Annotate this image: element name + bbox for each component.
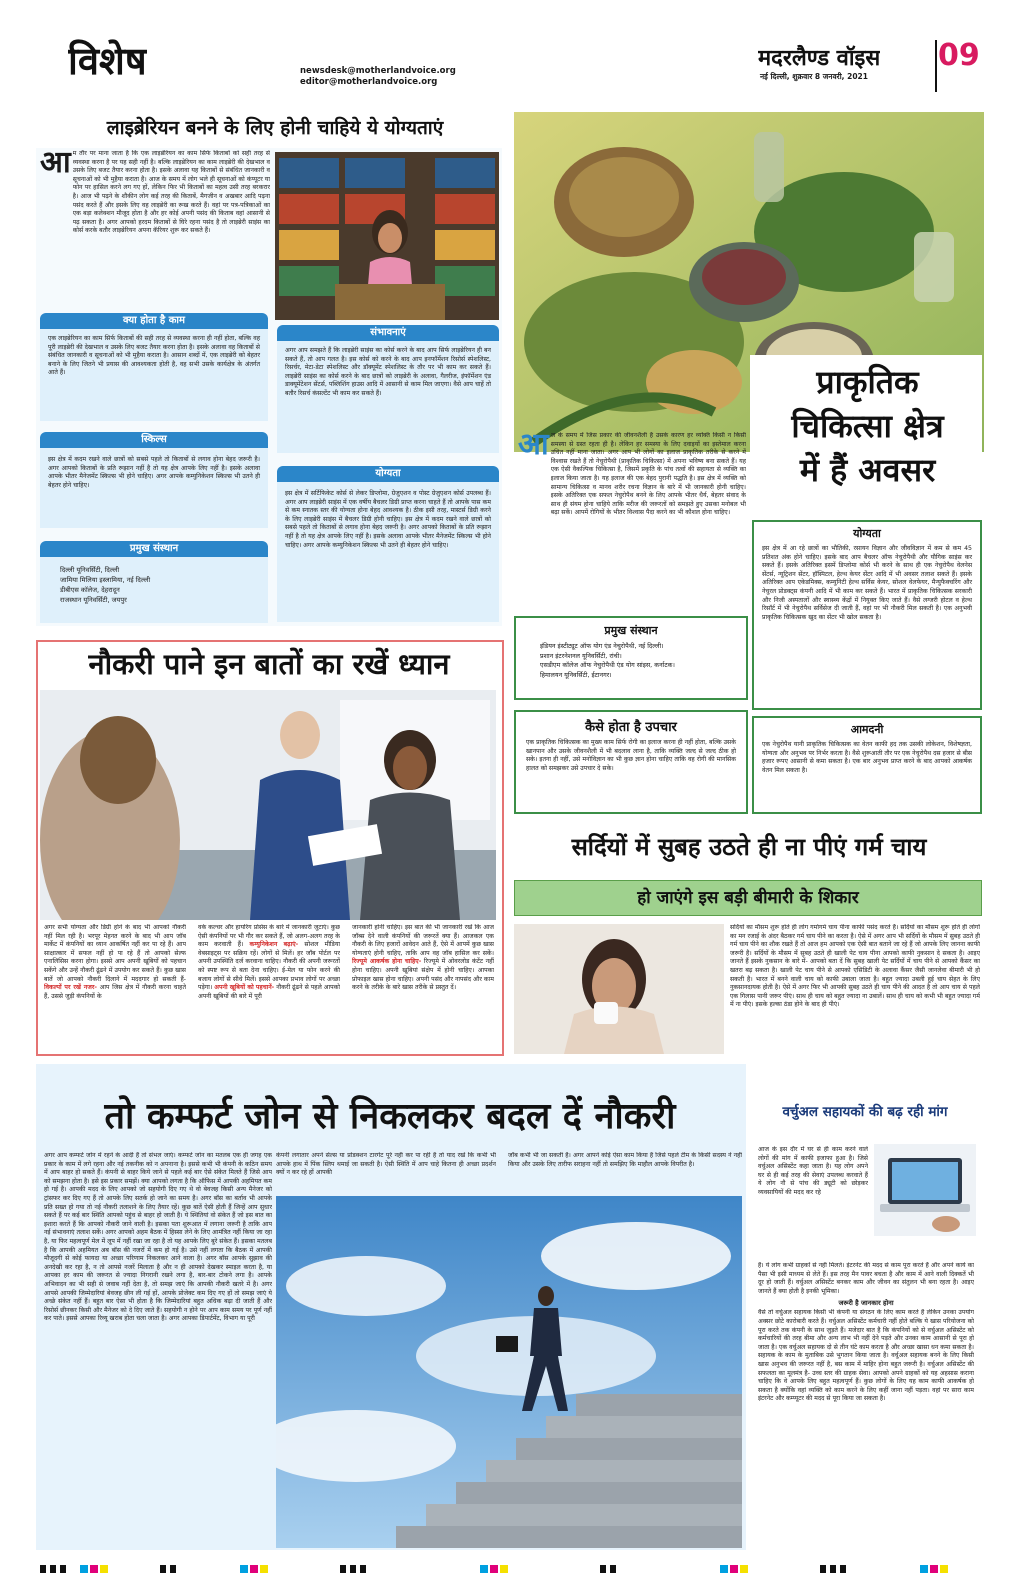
box-naturo-qualification-title: योग्यता — [853, 527, 881, 540]
librarian-intro-text: म तौर पर माना जाता है कि एक लाइब्रेरियन का काम सिर्फ किताबों को सही तरह से व्यवस्था करना है पर यह सही नहीं है। बल्कि लाइब्रेरियन का काम लाइब्रेरी की देखभाल व उसके लिए बजट तैयार करना होता है। इसके अलावा यह किताबों से संबंधित जानकारी व सूचनाओं को भी मुहैया कराता है। आज के समय में लोग भले ही सूचनाओं को कंप्यूटर या फोन पर हासिल करने लग गए हों, लेकिन फिर भी किताबों का महत्व उसी तरह बरकरार है। आज भी पढ़ने के शौकीन लोग कई तरह की किताबें, मैगजीन व अखबार आदि पढ़ना पसंद करते हैं और इसके लिए वह लाइब्रेरी का रूख करते हैं। वहां पर पत्र-पत्रिकाओं का एक बड़ा कलेक्शन मौजूद होता है और हर कोई अपनी पसंद की किताब वहां आसानी से पढ़ सकता है। अगर आपको हरदम किताबों से घिरे रहना पसंद है तो लाइब्रेरी साइंस का कोर्स करके बतौर लाइब्रेरियन अपना कॅरियर शुरू कर सकते हैं। — [72, 150, 270, 235]
job-col3-a: रिज्यूमे में ओवरलोड कंटेंट नहीं होना चाहिए। अपनी खूबियां संक्षेप में होनी चाहिए। आपका प्रोफाइल खास होना चाहिए। अपनी पसंद और नापसंद और काम करने के तरीके के बारे खास तरीके से प्रस्तुत दें। — [352, 958, 494, 992]
laptop-photo — [874, 1144, 976, 1236]
box-work-text: एक लाइब्रेरियन का काम सिर्फ किताबों की सही तरह से व्यवस्था करना ही नहीं होता, बल्कि वह पूरी लाइब्रेरी की देखभाल व उसके लिए बजट तैयार करना होता है। इसके अलावा वह किताबों से संबंधित जानकारी व सूचनाओं को भी मुहैया कराता है। आसान शब्दों में, एक लाइब्रेरी को बेहतर बनाने के लिए जितने भी प्रयास की आवश्यकता होती है, वह सभी उसके कार्यक्षेत्र के अंतर्गत आते हैं। — [48, 335, 260, 377]
box-prospects — [277, 341, 499, 453]
librarian-headline: लाइब्रेरियन बनने के लिए होनी चाहिये ये योग्यताएं — [106, 117, 444, 139]
box-naturo-qualification — [752, 520, 982, 710]
box-income-title: आमदनी — [850, 723, 884, 736]
comfort-col3: जॉब कभी भी जा सकती है। अगर आपने कोई ऐसा काम किया है जिसे पहले टीम के किसी सदस्य ने नहीं किया और उसके लिए तारीफ सराहना नहीं तो समझिए कि माहौल आपके विपरीत है। — [508, 1152, 742, 1168]
box-skills — [40, 448, 268, 528]
institute-item: हिमालयन यूनिवर्सिटी, ईटानगर। — [540, 670, 612, 679]
brand-name: मदरलैण्ड वॉइस — [758, 46, 881, 71]
box-prospects-title: संभावनाएं — [277, 325, 499, 341]
job-col2-text: वर्क कल्चर और हायरिंग प्रोसेस के बारे में जानकारी जुटाएं। कुछ ऐसी कंपनियों पर भी गौर कर सकते हैं, जो अलग-अलग तरह के काम करवाती हैं। — [198, 924, 340, 949]
job-col2-b: नौकरी ढूंढने से पहले आपको अपनी खूबियों की बारे में पूरी — [198, 984, 340, 1000]
institute-item: दिल्ली यूनिवर्सिटी, दिल्ली — [60, 566, 120, 574]
box-work-title: क्या होता है काम — [40, 313, 268, 329]
box-treatment — [514, 710, 748, 814]
institute-item: प्रशान इंटरनेशनल यूनिवर्सिटी, रांची। — [540, 651, 622, 660]
masthead-divider — [935, 40, 937, 92]
box-qualification — [277, 482, 499, 622]
tea-subhead: हो जाएंगे इस बड़ी बीमारी के शिकार — [637, 888, 859, 908]
box-income — [752, 716, 982, 814]
box-skills-title: स्किल्स — [40, 432, 268, 448]
naturopathy-intro — [518, 427, 746, 610]
library-photo — [275, 152, 499, 320]
institute-item: एसडीएम कॉलेज ऑफ नेचुरोपैथी एंड योग सांइस, कर्नाटक। — [540, 661, 675, 670]
box-qualification-text: इस क्षेत्र में सर्टिफिकेट कोर्स से लेकर डिप्लोमा, ग्रेजुएशन व पोस्ट ग्रेजुएशन कोर्स उपलब्ध हैं। अगर आप लाइब्रेरी साइंस में एक वर्षीय बैचलर डिग्री प्राप्त करना चाहते हैं तो आपके पास कम से कम स्नातक स्तर की योग्यता होना बेहद आवश्यक है। ठीक इसी तरह, मास्टर्स डिग्री करने के लिए लाइब्रेरी साइंस में बैचलर डिग्री होनी चाहिए। इस क्षेत्र में कदम रखने वाले छात्रों को सबसे पहले तो किताबों से लगाव होना बेहद जरूरी है। अगर आपको किताबों के प्रति रूझान नहीं है तो यह क्षेत्र आपके लिए नहीं है। इसके अलावा आपके भीतर मैनेजमेंट स्किल्स भी होने चाहिए। अगर आपके कम्युनिकेशन स्किल्स भी उतने ही बेहतर होने चाहिए। — [285, 490, 491, 549]
institute-item: इंडियन इंस्टीट्यूट ऑफ योग एंड नेचुरोपैथी, नई दिल्ली। — [540, 642, 664, 650]
institute-item: जामिया मिलिया इस्लामिया, नई दिल्ली — [60, 576, 151, 584]
va-top-text: आज के इस दौर में घर से ही काम करने वाले लोगों की मांग में काफी इजाफा हुआ है। जिसे वर्चुअल असिस्टेंट कहा जाता है। यह लोग अपने घर से ही कई तरह की सेवाएं उपलब्ध करवाते हैं ये लोग नौ से पांच की ड्यूटी को छोड़कर व्यवसायियों की मदद कर रहे — [758, 1146, 868, 1196]
dropcap: आ — [40, 145, 71, 180]
job-col3-text: जानकारी होनी चाहिए। इस बात की भी जानकारी रखें कि आज जॉब्स देने वाली कंपनियों की जरूरतें क्या हैं। आजकल एक नौकरी के लिए हजारों आवेदन आते हैं, ऐसे में आपमें कुछ खास योग्यताएं होनी चाहिए, ताकि आप वह जॉब हासिल कर सकें। — [352, 924, 494, 957]
dropcap: आ — [518, 427, 549, 462]
comfort-headline: तो कम्फर्ट जोन से निकलकर बदल दें नौकरी — [104, 1096, 676, 1137]
email-editor[interactable]: editor@motherlandvoice.org — [300, 77, 438, 87]
job-col2-a: सोशल मीडिया वेबसाइट्स पर सक्रिय रहें। लोगों से मिलें। हर जॉब पोर्टल पर अपनी उपस्थिति दर्ज करवाना चाहिए। नौकरी की अपनी जरूरतों को स्पष्ट रूप से बता देना चाहिए। ई-मेल या फोन करने की बजाय लोगों से सीधे मिलें। इससे आपका प्रभाव लोगों पर अच्छा पड़ेगा। — [198, 941, 340, 992]
job-body — [44, 924, 494, 1048]
naturopathy-title-line: प्राकृतिक — [816, 363, 919, 401]
tea-photo — [514, 924, 724, 1054]
naturopathy-intro-text: ज के समय में जिस प्रकार की जीवनशैली है उसके कारण हर व्यक्ति किसी न किसी समस्या से ग्रस्त रहता ही है। लेकिन हर समस्या के लिए दवाइयों का इस्तेमाल करना उचित नहीं माना जाता। अगर आप भी लोगों का इलाज प्राकृतिक तरीके से करने में विश्वास रखते हैं तो नेचुरोपैथी (प्राकृतिक चिकित्सा) में अपना भविष्य बना सकते हैं। यह एक ऐसी वैकल्पिक चिकित्सा है, जिसमें प्रकृति के पांच तत्वों की सहायता से व्यक्ति का इलाज किया जाता है। यह इलाज की एक बेहद पुरानी पद्धति है। इस क्षेत्र में व्यक्ति को सामान्य चिकित्सा व मानव शरीर रचना विज्ञान के बारे में भी जानकारी होनी चाहिए। इसके अतिरिक्त एक सफल नेचुरोपैथ बनने के लिए आपके भीतर धैर्य, बेहतर संवाद के साथ ही संयम होना चाहिये ताकि मरीज की जरूरतों को समझते हुए उसका मनोबल भी बढ़ा सकें। आपमें रोगियों के भीतर विश्वास पैदा करने का भी कौशल होना चाहिए। — [550, 432, 746, 517]
va-body-text: हैं। ये लोग कभी ग्राहकों से नहीं मिलते। इंटरनेट की मदद से काम पूरा करते हैं और अपने कार्य का पैसा भी इसी माध्यम से लेते हैं। इस तरह मैन पावर बचता है और काम में आने वाली दिक्कतें भी दूर हो जाती हैं। वर्चुअल असिस्टेंट बनकर काम और जीवन का संतुलन भी बना रहता है। आइए जानते हैं क्या होती है इनकी भूमिका। — [758, 1262, 974, 1295]
job-subhead: अपनी खूबियों को पहचानें- — [214, 984, 275, 992]
dateline: नई दिल्ली, शुक्रवार 8 जनवरी, 2021 — [760, 72, 868, 81]
naturopathy-title-line: में हैं अवसर — [799, 451, 936, 489]
va-subhead: जरूरी है जानकार होना — [838, 1299, 894, 1308]
box-naturo-institutes-title: प्रमुख संस्थान — [604, 624, 658, 637]
tea-text: सर्दियों का मौसम शुरू होते ही लोग गर्मागर्म चाय पीना काफी पसंद करते हैं। सर्दियों का मौसम शुरू होते ही लोगों का मन रजाई के अंदर बैठकर गर्म चाय पीने का करता है। ऐसे में अगर आप भी सर्दियों के मौसम में सुबह उठते ही गर्म चाय पीने का शौक रखते हैं तो आज हम आपको एक ऐसी बात बताने जा रहे हैं जो आपके लिए जानना काफी जरूरी है। सर्दियों के मौसम में सुबह उठते ही खाली पेट चाय पीना आपको काफी नुकसान दे सकता है। आइए जानते हैं इसके नुकसान के बारे में- आपको बता दें कि सुबह खाली पेट सर्दियों में चाय पीने से आपको कैंसर का खतरा बढ़ सकता है। खाली पेट चाय पीने से आपको एसिडिटी के अलावा कैंसर जैसी जानलेवा बीमारी भी हो सकती है। भारत में बनने वाली चाय को काफी उबाला जाता है। बहुत ज्यादा उबली हुई चाय सेहत के लिए नुकसानदायक होती है। ऐसे में अगर फिर भी आपकी सुबह उठते ही चाय पीने की आदत है तो आप चाय से पहले एक गिलास पानी जरूर पीएं। साथ ही चाय को बहुत ज्यादा ना उबालें। साथ ही चाय को कभी भी बहुत ज्यादा गर्म में ना पीएं। इसके हल्का ठंडा होने के बाद ही पीएं। — [730, 924, 980, 1009]
box-work — [40, 329, 268, 421]
page-number: 09 — [938, 38, 980, 73]
box-qualification-title: योग्यता — [277, 466, 499, 482]
box-naturo-institutes — [514, 616, 748, 700]
naturopathy-title — [760, 360, 975, 492]
va-body — [758, 1262, 974, 1548]
librarian-intro — [40, 145, 270, 310]
box-naturo-qualification-text: इस क्षेत्र में आ रहे छात्रों का भौतिकी, रसायन विज्ञान और जीवविज्ञान में कम से कम 45 प्रतिशत अंक होने चाहिए। इसके बाद आप बैचलर ऑफ नेचुरोपैथी और यौगिक साइंस कर सकते हैं। इसके अतिरिक्त इसमें डिप्लोमा कोर्स भी करने के साथ ही एक नेचुरोपैथ वेलनेस सेंटर्स, न्यूट्रिशन सेंटर, हॉस्पिटल, हेल्थ केयर सेंटर आदि में भी अवसर तलाश सकते हैं। इसके अतिरिक्त आप एकेडमिक्स, कम्युनिटी हेल्थ सर्विस केयर, सोशल वेलफेयर, मैन्युफैक्चरिंग और नेचुरल प्रोडक्ट्स कंपनी आदि में भी काम कर सकते हैं। भारत में प्राकृतिक चिकित्सक सरकारी और निजी अस्पतालों और स्वास्थ्य केंद्रों में नियुक्त किए जाते हैं। वैसे लग्जरी होटल व हेल्थ रिसॉर्ट में भी नेचुरोपैथ सर्विसेज दी जाती हैं, वहां पर भी नौकरी मिल सकती है। एक अनुभवी प्राकृतिक चिकित्सक खुद का सेंटर भी खोल सकता है। — [762, 545, 972, 621]
tea-subhead-band — [514, 880, 982, 916]
email-newsdesk[interactable]: newsdesk@motherlandvoice.org — [300, 66, 456, 76]
naturopathy-title-line: चिकित्सा क्षेत्र — [791, 407, 944, 445]
box-institutes — [40, 557, 268, 623]
job-col1-text: अगर सभी योग्यता और डिग्री होने के बाद भी आपको नौकरी नहीं मिल रही है। भरपूर मेहनत करने के बाद भी आप जॉब मार्केट में कंपनियों का ध्यान आकर्षित नहीं कर पा रहे हैं। आप साक्षात्कार में सफल नहीं हो पा रहे हैं तो आपको सेल्फ एनालिसिस करना होगा। इससे आप अपनी खूबियों को पहचान सकेंगे और उन्हें नौकरी ढूंढने में उपयोग कर सकते हैं। कुछ खास बातें जो आपको नौकरी दिलाने में मददगार हो सकती हैं- — [44, 924, 186, 983]
box-prospects-text: अगर आप समझते हैं कि लाइब्रेरी साइंस का कोर्स करने के बाद आप सिर्फ लाइब्रेरियन ही बन सकते हैं, तो आप गलत है। इस कोर्स को करने के बाद आप इनफॉर्मेशन रिसोर्स स्पेशलिस्ट, रिसर्चर, मेटा-डेटा स्पेशलिस्ट और डॉक्यूमेंट स्पेशलिस्ट के तौर पर भी काम कर सकते हैं। लाइब्रेरी साइंस का कोर्स करने के बाद छात्रों को लाइब्रेरी के अलावा, गैलरीज, इंफॉर्मेशन एंड डाक्यूमेंटेशन सेंटर्स, पब्लिशिंग हाउस आदि में आसानी से काम मिल जाएगा। वैसे आप चाहें तो बतौर रिसर्च कंसल्टेंट भी काम कर सकते हैं। — [285, 347, 491, 397]
box-treatment-title: कैसे होता है उपचार — [585, 720, 677, 735]
institute-item: राजस्थान यूनिवर्सिटी, जयपुर — [60, 596, 127, 604]
contact-emails — [300, 66, 456, 88]
job-headline: नौकरी पाने इन बातों का रखें ध्यान — [88, 647, 450, 681]
job-col1-end: आप जिस क्षेत्र में नौकरी करना चाहते हैं, उससे जुड़ी कंपनियों के — [44, 984, 186, 1000]
section-title: विशेष — [68, 39, 147, 83]
print-registration-bar — [40, 1558, 980, 1566]
box-skills-text: इस क्षेत्र में कदम रखने वाले छात्रों को सबसे पहले तो किताबों से लगाव होना बेहद जरूरी है। अगर आपको किताबों के प्रति रूझान नहीं है तो यह क्षेत्र आपके लिए नहीं है। इसके अलावा आपके भीतर मैनेजमेंट स्किल्स भी होने चाहिए। अगर आपके कम्युनिकेशन स्किल्स भी उतने ही बेहतर होने चाहिए। — [48, 456, 260, 489]
va-body2-text: वैसे तो वर्चुअल सहायक किसी भी कंपनी या संगठन के लिए काम करते हैं लेकिन उनका उपयोग अक्सर छोटे कारोबारी करते हैं। वर्चुअल असिस्टेंट कर्मचारी नहीं होते बल्कि ये खास परियोजना को पूरा करते तक कंपनी के साथ जुड़ते हैं। मजेदार बात है कि कंपनियों को से वर्चुअल असिस्टेंट को कर्मचारियों की तरह बीमा और अन्य लाभ भी नहीं देने पड़ते और उनका काम आसानी से पूरा हो जाता है। एक वर्चुअल सहायक दो से तीन घंटे काम करता है और अच्छा खासा धन कमा सकता है। सहायक के काम के मुताबिक उसे भुगतान किया जाता है। वर्चुअल सहायक बनने के लिए किसी खास अनुभव की जरूरत नहीं है, बस काम में माहिर होना बहुत जरूरी है। वर्चुअल असिस्टेंट की सफलता का मूलमंत्र है- उच्च स्तर की ग्राहक सेवा। आपको अपने ग्राहकों को यह अहसास कराना चाहिए कि वे आपके लिए बहुत महत्वपूर्ण हैं। कुछ लोगों के लिए यह काम काफी आकर्षक हो सकता है क्योंकि वहां व्यक्ति को काम करने के लिए कहीं जाना नहीं पड़ता। वहां पर सारा काम इंटरनेट और कम्प्यूटर की मदद से पूरा किया जा सकता है। — [758, 1309, 974, 1403]
comfort-col2: कंपनी लगातार अपने सेल्स या प्रोडक्शन टारगेट पूरे नहीं कर पा रही है तो याद रखें कि कभी भी आपके हाथ में पिंक स्लिप थमाई जा सकती है। ऐसी स्थिति में आप चाहे कितना ही अच्छा प्रदर्शन क्यों न कर रहे हों आपकी — [276, 1152, 496, 1177]
job-subhead: रिज्यूमे आकर्षक होना चाहिए- — [352, 958, 422, 966]
job-subhead: कम्युनिकेशन बढ़ाएं- — [249, 941, 299, 949]
stairs-photo — [276, 1196, 742, 1548]
tea-headline: सर्दियों में सुबह उठते ही ना पीएं गर्म चाय — [571, 833, 927, 861]
interview-photo — [40, 690, 496, 920]
va-headline: वर्चुअल सहायकों की बढ़ रही मांग — [782, 1104, 948, 1120]
institute-item: डीबीएस कॉलेज, देहरादून — [60, 586, 120, 594]
box-treatment-text: एक प्राकृतिक चिकित्सक का मुख्य काम सिर्फ रोगी का इलाज करना ही नहीं होता, बल्कि उसके खानपान और उसके जीवनशैली में भी बदलाव लाना है, ताकि व्यक्ति जल्द से जल्द ठीक हो सके। इतना ही नहीं, उसे मनोविज्ञान का भी कुछ ज्ञान होना चाहिए ताकि वह रोगी की मानसिक हालत को समझकर उसे उपचार दे सके। — [526, 739, 736, 772]
job-subhead: विकल्पों पर रखें नजर- — [44, 984, 97, 992]
comfort-col1: अगर आप कम्फर्ट जोन में रहने के आदी हैं तो संभल जाएं। कम्फर्ट जोन का मतलब एक ही जगह एक प्रकार के काम में लगे रहना और नई तकनीक को न अपनाना है। इससे कभी भी कंपनी के कठिन समय में आप बाहर हो सकते हैं। कंपनी से बाहर किये जाने से पहले कई बार ऐसे संकेत मिलते हैं जिसे आप को समझना होता है। इसे इस प्रकार समझें। क्या आपको लगता है कि ऑफिस में आपकी अहमियत कम हो गई है। आपकी मदद के लिए आपको जो सहयोगी दिए गए थे वो बेवजह किसी अन्य मैनेजर को ट्रांसफर कर दिए गए हैं तो आपके लिए सतर्क हो जाने का समय है। अगर बॉस का बर्ताव भी आपके प्रति सख्त हो गया तो नई नौकरी तलाशने के लिए तैयार रहें। कुछ बातें ऐसी होती हैं जिन्हें आप सुधार सकते हैं पर कई बार स्थिति आपको पहुंच से बाहर हो जाती है। ये स्थितियां वो संकेत हैं जो इस बात का इशारा करते हैं कि आपको नौकरी जाने वाली है। इसका पता शुरूआत में लगाना जरूरी है ताकि आप नई संभावनाएं तलाश सकें। अगर आपको अहम बैठक में हिस्सा लेने के लिए आमंत्रित नहीं किया जा रहा है, या फिर महत्वपूर्ण मेल में लूप में नहीं रखा जा रहा है तो यह आपके लिए बुरे संकेत हैं। इसका मतलब है कि आपकी अहमियत अब बॉस की नजरों में कम हो गई है। उसे नहीं लगता कि बैठक में आपकी मौजूदगी से कोई फायदा या अच्छा परिणाम निकलकर आने वाला है। अगर बॉस आपके सुझाव की अनदेखी कर रहा है, न तो आपसे नजरें मिलाता है और न ही आपको देखकर स्माइल करता है, या आपका हर काम की जरूरत से ज्यादा निगरानी रखने लगा है, बार-बार टोकने लगा है। आपके अभिवादन का भी सही से जवाब नहीं देता है, तो समझ जाएं कि आपकी नौकरी खतरे में है। अगर आपसे आपकी जिम्मेदारियां बेवजह छीन ली गई हों, आपके प्रोजेक्ट कम दिए गए हों तो समझ जाएं ये अच्छे संकेत नहीं हैं। बहुत बार ऐसा भी होता है कि जिम्मेदारियां बहुत अधिक बढ़ा दी जाती हैं और रिसोर्स छीनकर किसी और मैनेजर को दे दिए जाते हैं। सहयोगी न होने पर आप काम समय पर पूर्ण नहीं कर पाते। इससे आपका रिव्यू खराब होता चला जाता है। अगर आपका डिपार्टमेंट, विभाग या पूरी — [44, 1152, 272, 1323]
box-institutes-title: प्रमुख संस्थान — [40, 541, 268, 557]
box-income-text: एक नेचुरोपैथ यानी प्राकृतिक चिकित्सक का वेतन काफी हद तक उसकी लोकेशन, विशेषज्ञता, योग्यता और अनुभव पर निर्भर करता है। वैसे शुरूआती तौर पर एक नेचुरोपैथ दस हजार से बीस हजार रूपए आसानी से कमा सकता है। एक बार अनुभव प्राप्त करने के बाद आपको आकर्षक वेतन मिल सकता है। — [762, 741, 972, 774]
